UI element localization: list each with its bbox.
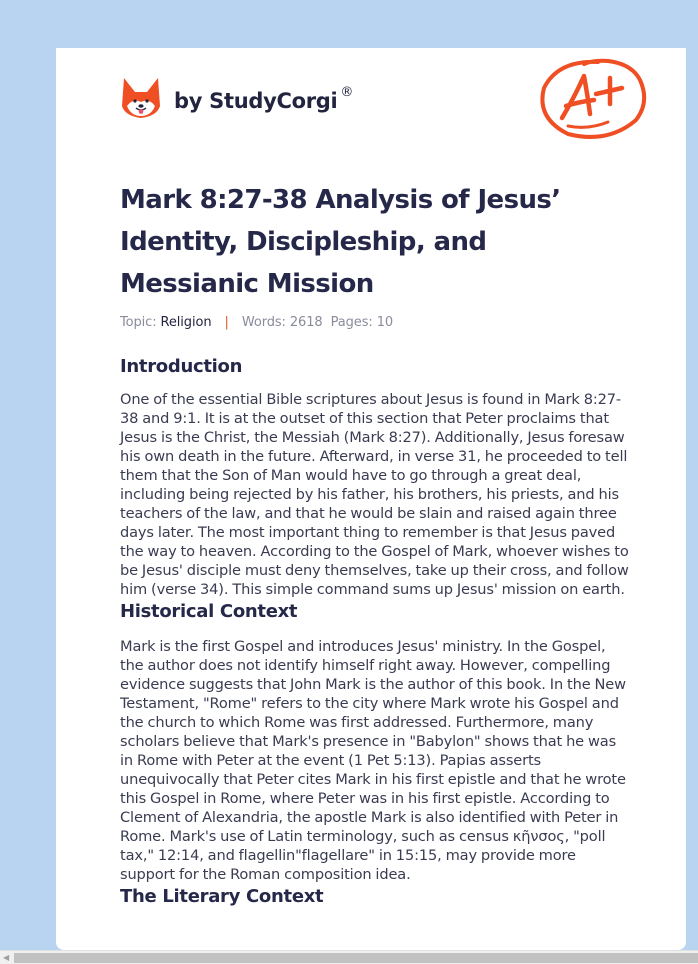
- horizontal-scrollbar[interactable]: [0, 950, 698, 964]
- words-label: Words:: [241, 315, 286, 330]
- section-body-historical-context: Mark is the first Gospel and introduces Jesus' ministry. In the Gospel, the author does not identify himself right away. However, compelling evidence suggests that John Mark is the author of this book. In the New Testament, "Rome" refers to the city where Mark wrote his Gospel and the church to which Rome was first addressed. Furthermore, many scholars believe that Mark's presence in "Babylon" shows that he was in Rome with Peter at the event (1 Pet 5:13). Papias asserts unequivocally that Peter cites Mark in his first epistle and that he wrote this Gospel in Rome, where Peter was in his first epistle. According to Clement of Alexandria, the apostle Mark is also identified with Peter in Rome. Mark's use of Latin terminology, such as census κῆνσος, "poll tax," 12:14, and flagellin"flagellare" in 15:15, may provide more support for the Roman composition idea.: [120, 638, 626, 883]
- section-heading-introduction: Introduction: [120, 356, 243, 377]
- scroll-left-arrow-icon[interactable]: ◀: [3, 953, 10, 962]
- document-card: [56, 48, 686, 950]
- article-title: Mark 8:27-38 Analysis of Jesus’ Identity, Discipleship, and Messianic Mission: [120, 185, 561, 299]
- pages-count: 10: [376, 315, 394, 330]
- corgi-logo-icon: [121, 76, 161, 120]
- topic-link[interactable]: Religion: [160, 315, 212, 330]
- section-heading-literary-context: The Literary Context: [120, 886, 324, 907]
- studycorgi-logo[interactable]: [121, 76, 353, 120]
- article-meta: [120, 315, 632, 330]
- brand-name: [174, 85, 354, 113]
- section-heading-historical-context: Historical Context: [120, 601, 298, 622]
- scrollbar-thumb[interactable]: [14, 953, 698, 963]
- brand-text: by StudyCorgi: [174, 89, 338, 113]
- pages-label: Pages:: [330, 315, 373, 330]
- a-plus-grade-icon: [538, 58, 648, 140]
- topic-label: Topic:: [120, 315, 157, 330]
- article-content: [120, 179, 632, 922]
- registered-mark: ®: [340, 85, 354, 100]
- words-count: 2618: [289, 315, 323, 330]
- meta-separator: |: [224, 315, 229, 330]
- section-body-introduction: One of the essential Bible scriptures about Jesus is found in Mark 8:27-38 and 9:1. It is at the outset of this section that Peter proclaims that Jesus is the Christ, the Messiah (Mark 8:27). Additionally, Jesus foresaw his own death in the future. Afterward, in verse 31, he proceeded to tell them that the Son of Man would have to go through a great deal, including being rejected by his father, his brothers, his priests, and his teachers of the law, and that he would be slain and raised again three days later. The most important thing to remember is that Jesus paved the way to heaven. According to the Gospel of Mark, whoever wishes to be Jesus' disciple must deny themselves, take up their cross, and follow him (verse 34). This simple command sums up Jesus' mission on earth.: [120, 391, 629, 598]
